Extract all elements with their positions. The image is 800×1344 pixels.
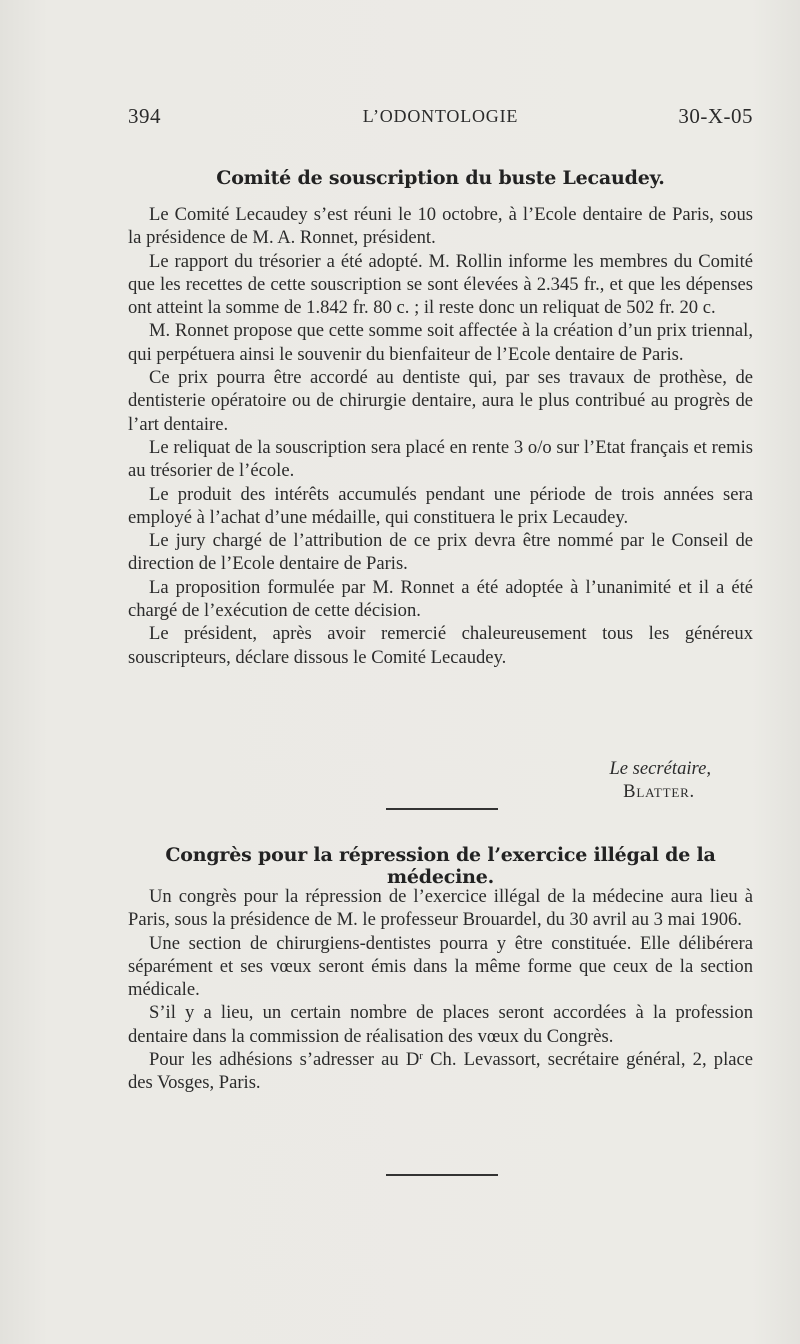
paragraph: Le Comité Lecaudey s’est réuni le 10 octobre, à l’Ecole dentaire de Paris, sous la présidence de M. A. Ronnet, président. (128, 204, 753, 249)
paragraph: M. Ronnet propose que cette somme soit affectée à la création d’un prix triennal, qui perpétuera ainsi le souvenir du bienfaiteur de l’Ecole dentaire de Paris. (128, 320, 753, 365)
signature-name: Blatter. (623, 781, 695, 803)
text-fragment: Ch. Levassort, secrétaire général, 2, place des Vosges, Paris. (128, 1049, 753, 1094)
signature-role: Le secrétaire, (609, 758, 711, 779)
page-number: 394 (128, 104, 161, 128)
paragraph: Ce prix pourra être accordé au dentiste qui, par ses travaux de prothèse, de dentisterie opératoire ou de chirurgie dentaire, aura le plus contribué au progrès de l’art dentaire. (128, 367, 753, 435)
running-header (128, 104, 753, 134)
paragraph: Le rapport du trésorier a été adopté. M. Rollin informe les membres du Comité que les recettes de cette souscription se sont élevées à 2.345 fr., et que les dépenses ont atteint la somme de 1.842 fr. 80 c. ; il reste donc un reliquat de 502 fr. 20 c. (128, 250, 753, 319)
article-title-congres: Congrès pour la répression de l’exercice illégal de la médecine. (165, 844, 716, 888)
paragraph: Le président, après avoir remercié chaleureusement tous les généreux souscripteurs, déclare dissous le Comité Lecaudey. (128, 623, 753, 668)
paragraph: Un congrès pour la répression de l’exercice illégal de la médecine aura lieu à Paris, sous la présidence de M. le professeur Brouardel, du 30 avril au 3 mai 1906. (128, 886, 753, 931)
issue-date: 30-X-05 (678, 104, 753, 128)
article-body-congres (128, 885, 753, 1095)
paragraph: Le reliquat de la souscription sera placé en rente 3 o/o sur l’Etat français et remis au trésorier de l’école. (128, 436, 753, 482)
signature-block (128, 757, 753, 804)
text-fragment: Pour les adhésions s’adresser au D (149, 1049, 420, 1071)
end-divider (386, 1174, 498, 1176)
paragraph-last (128, 1048, 753, 1095)
journal-title: L’ODONTOLOGIE (362, 106, 519, 126)
article-body-lecaudey (128, 203, 753, 669)
section-divider (386, 808, 498, 810)
article-title-lecaudey: Comité de souscription du buste Lecaudey. (216, 167, 665, 189)
paragraph: S’il y a lieu, un certain nombre de places seront accordées à la profession dentaire dans la commission de réalisation des vœux du Congrès. (128, 1002, 753, 1047)
superscript: r (419, 1050, 423, 1063)
paragraph: Une section de chirurgiens-dentistes pourra y être constituée. Elle délibérera séparément et ses vœux seront émis dans la même forme que ceux de la section médicale. (128, 932, 753, 1001)
paragraph: Le produit des intérêts accumulés pendant une période de trois années sera employé à l’achat d’une médaille, qui constituera le prix Lecaudey. (128, 483, 753, 528)
paragraph: Le jury chargé de l’attribution de ce prix devra être nommé par le Conseil de direction de l’Ecole dentaire de Paris. (128, 530, 753, 575)
paragraph: La proposition formulée par M. Ronnet a été adoptée à l’unanimité et il a été chargé de l’exécution de cette décision. (128, 576, 753, 622)
